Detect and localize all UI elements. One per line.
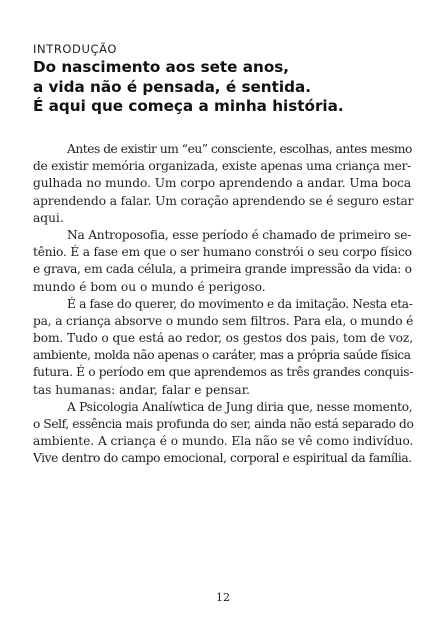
paragraph-1-line: aqui. xyxy=(33,210,64,225)
paragraph-4-line: Vive dentro do campo emocional, corporal e espiritual da família. xyxy=(33,451,412,466)
heading-line: Do nascimento aos sete anos, xyxy=(33,58,290,76)
paragraph-3-line: bom. Tudo o que está ao redor, os gestos dos pais, tom de voz, xyxy=(33,331,413,346)
paragraph-3-line: pa, a criança absorve o mundo sem filtros. Para ela, o mundo é xyxy=(33,313,414,328)
paragraph-2-line: tênio. É a fase em que o ser humano constrói o seu corpo físico xyxy=(33,245,412,260)
paragraph-3-line: ambiente, molda não apenas o caráter, mas a própria saúde física xyxy=(33,348,411,363)
paragraph-2-line: mundo é bom ou o mundo é perigoso. xyxy=(33,279,266,294)
section-label: INTRODUÇÃO xyxy=(33,42,118,56)
chapter-heading xyxy=(33,58,413,117)
paragraph-1-line: aprendendo a falar. Um coração aprendendo se é seguro estar xyxy=(33,193,414,208)
paragraph-3-line: tas humanas: andar, falar e pensar. xyxy=(33,382,251,397)
paragraph-1-line: de existir memória organizada, existe apenas uma criança mer- xyxy=(33,159,412,174)
paragraph-3-line: futura. É o período em que aprendemos as três grandes conquis- xyxy=(33,365,413,380)
page-number: 12 xyxy=(216,591,230,604)
heading-line: É aqui que começa a minha história. xyxy=(33,97,344,115)
paragraph-2-line: Na Antroposofia, esse período é chamado de primeiro se- xyxy=(67,227,412,242)
paragraph-1-line: gulhada no mundo. Um corpo aprendendo a andar. Uma boca xyxy=(33,176,412,191)
body-text xyxy=(33,141,413,468)
book-page xyxy=(33,0,413,622)
heading-line: a vida não é pensada, é sentida. xyxy=(33,77,311,96)
paragraph-2-line: e grava, em cada célula, a primeira grande impressão da vida: o xyxy=(33,262,412,277)
paragraph-4-line: ambiente. A criança é o mundo. Ela não se vê como indivíduo. xyxy=(33,434,414,449)
paragraph-4-line: o Self, essência mais profunda do ser, ainda não está separado do xyxy=(33,417,414,431)
paragraph-4-line: A Psicologia Analíwtica de Jung diria que, nesse momento, xyxy=(67,399,413,414)
paragraph-1-line: Antes de existir um “eu” consciente, escolhas, antes mesmo xyxy=(67,142,412,156)
paragraph-3-line: É a fase do querer, do movimento e da imitação. Nesta eta- xyxy=(67,296,413,311)
